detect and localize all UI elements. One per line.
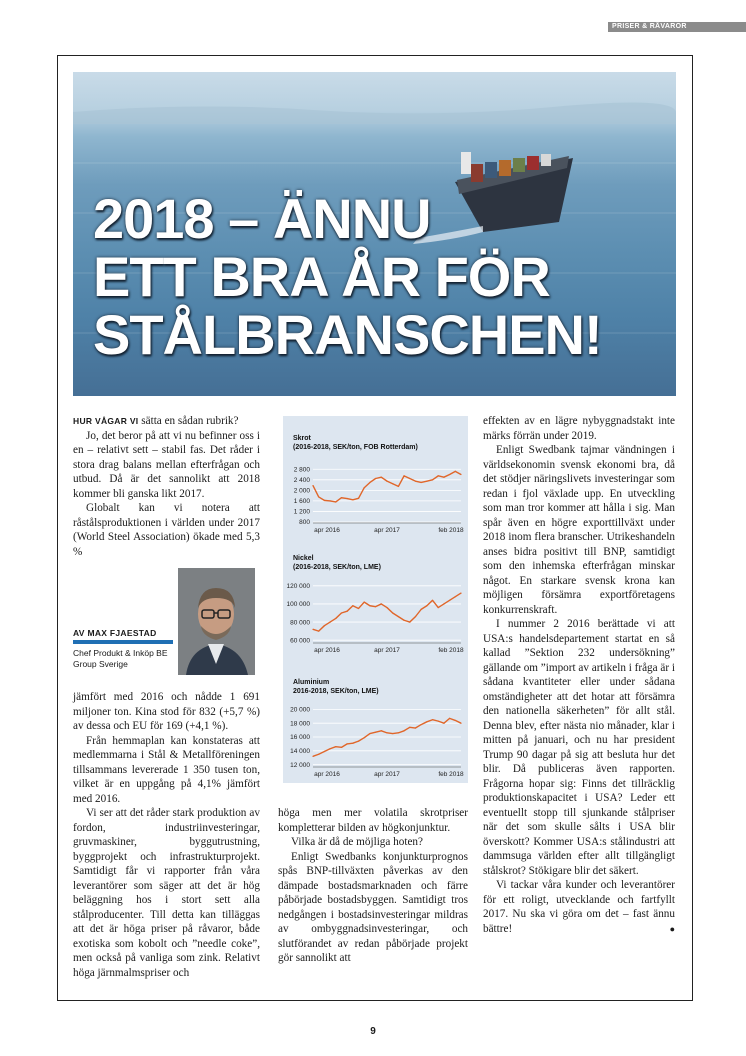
data-point	[443, 723, 444, 724]
y-tick-label: 18 000	[290, 720, 310, 728]
chart-title-skrot: Skrot	[293, 435, 311, 442]
y-tick-label: 12 000	[290, 761, 310, 769]
data-point	[398, 732, 399, 733]
data-point	[352, 743, 353, 744]
data-point	[358, 608, 359, 609]
paragraph: höga men mer volatila skrotpriser kompletterar bilden av högkonjunktur.	[278, 807, 468, 834]
data-point	[426, 721, 427, 722]
series-line	[313, 593, 461, 631]
column-2	[278, 806, 468, 966]
author-photo	[178, 568, 255, 675]
data-point	[352, 605, 353, 606]
chart-skrot	[283, 460, 468, 540]
data-point	[312, 756, 313, 757]
data-point	[341, 747, 342, 748]
data-point	[403, 730, 404, 731]
data-point	[392, 483, 393, 484]
data-point	[369, 733, 370, 734]
paragraph: Globalt kan vi notera att råstålsproduktionen i världen under 2017 (World Steel Association) ökade med 5,3 %	[73, 502, 260, 558]
x-tick-label: apr 2016	[314, 527, 340, 534]
data-point	[369, 605, 370, 606]
page-number: 9	[370, 1026, 376, 1037]
headline: 2018 – ÄNNU ETT BRA ÅR FÖR STÅLBRANSCHEN!	[93, 187, 602, 366]
paragraph: jämfört med 2016 och nådde 1 691 miljoner ton. Kina stod för 832 (+5,7 %) av dessa och EU för 169 (+4,1 %).	[73, 691, 260, 732]
data-point	[432, 479, 433, 480]
data-point	[409, 621, 410, 622]
data-point	[455, 720, 456, 721]
data-point	[318, 496, 319, 497]
data-point	[386, 481, 387, 482]
data-point	[460, 592, 461, 593]
data-point	[443, 603, 444, 604]
data-point	[341, 497, 342, 498]
data-point	[455, 471, 456, 472]
chart-title-aluminium: Aluminium	[293, 679, 330, 686]
data-point	[375, 732, 376, 733]
chart-title	[293, 434, 418, 452]
paragraph: effekten av en lägre nybyggnadstakt inte märks förrän under 2019.	[483, 415, 675, 442]
data-point	[381, 603, 382, 604]
data-point	[443, 477, 444, 478]
data-point	[449, 600, 450, 601]
author-role: Chef Produkt & Inköp BE Group Sverige	[73, 648, 168, 669]
data-point	[449, 718, 450, 719]
data-point	[358, 741, 359, 742]
paragraph: I nummer 2 2016 berättade vi att USA:s handelsdepartement startat en så kallad ”Sektion 232 undersökning” gällande om ”import av artikeln i fråga är i sådana kvantiteter eller under sådana omständigheter att det hotar att försämra den nationella säkerheten” för allt stål. Denna blev, efter nästa nio månader, klar i mitten på januari, och nu har president Trump 90 dagar på sig att besluta hur det blir. Då publiceras även rapporten. Frågorna hopar sig: Finns det tillräcklig produktionskapacitet i USA? Leder ett eventuellt stopp till sjunkande stålpriser när det som skulle sålts i USA blir överskott? Kommer USA:s stålindustri att dammsuga världen efter allt tillgängligt stålskrot? Stökigare blir det säkert.	[483, 618, 675, 877]
data-point	[426, 481, 427, 482]
y-tick-label: 800	[299, 519, 310, 527]
data-point	[381, 477, 382, 478]
y-tick-label: 14 000	[290, 748, 310, 756]
data-point	[364, 487, 365, 488]
portrait-icon	[178, 568, 255, 675]
data-point	[460, 474, 461, 475]
data-point	[415, 481, 416, 482]
data-point	[392, 612, 393, 613]
section-label: PRISER & RÅVAROR	[612, 23, 687, 30]
author-box	[73, 568, 255, 676]
y-tick-label: 20 000	[290, 706, 310, 714]
y-tick-label: 80 000	[290, 619, 310, 627]
chart-panel	[283, 416, 468, 783]
paragraph: Jo, det beror på att vi nu befinner oss i en – relativt sett – stabil fas. Det råder i stora drag balans mellan efterfrågan och utbud. Då är det sannolikt att 2018 kommer bli ganska likt 2017.	[73, 429, 260, 500]
y-tick-label: 1 600	[293, 498, 310, 506]
data-point	[375, 478, 376, 479]
data-point	[312, 485, 313, 486]
data-point	[432, 600, 433, 601]
author-name: AV MAX FJAESTAD	[73, 628, 157, 638]
column-3	[483, 414, 675, 936]
data-point	[415, 616, 416, 617]
x-tick-label: apr 2017	[374, 527, 400, 534]
chart-subtitle-skrot: (2016-2018, SEK/ton, FOB Rotterdam)	[293, 444, 418, 451]
data-point	[347, 743, 348, 744]
data-point	[364, 737, 365, 738]
x-tick-label: apr 2017	[374, 771, 400, 778]
data-point	[329, 748, 330, 749]
data-point	[455, 596, 456, 597]
data-point	[347, 498, 348, 499]
data-point	[324, 751, 325, 752]
y-tick-label: 2 400	[293, 477, 310, 485]
data-point	[324, 625, 325, 626]
y-tick-label: 100 000	[286, 601, 310, 609]
data-point	[432, 719, 433, 720]
data-point	[460, 723, 461, 724]
x-tick-label: feb 2018	[438, 647, 464, 654]
data-point	[335, 746, 336, 747]
data-point	[386, 607, 387, 608]
data-point	[421, 609, 422, 610]
data-point	[341, 612, 342, 613]
data-point	[403, 620, 404, 621]
data-point	[318, 631, 319, 632]
x-tick-label: apr 2017	[374, 647, 400, 654]
end-mark: ●	[669, 923, 675, 934]
y-tick-label: 1 200	[293, 508, 310, 516]
chart-subtitle-aluminium: 2016-2018, SEK/ton, LME)	[293, 688, 379, 695]
chart-title-nickel: Nickel	[293, 555, 314, 562]
data-point	[438, 607, 439, 608]
paragraph: Vi ser att det råder stark produktion av fordon, industriinvesteringar, gruvmaskiner, byggutrustning, byggprojekt och infrastrukturprojekt. Samtidigt får vi rapporter från våra leverantörer som säger att det är hög beläggning hos i stort sett alla stålproducenter. Till detta kan tilläggas att det är höga priser på råvaror, både exotiska som kobolt och ”needle coke”, men också på vanliga som zink. Relativt höga järnmalmspriser och	[73, 807, 260, 979]
y-tick-label: 2 000	[293, 487, 310, 495]
data-point	[329, 500, 330, 501]
column-1-top	[73, 414, 260, 559]
data-point	[369, 482, 370, 483]
data-point	[426, 605, 427, 606]
data-point	[352, 499, 353, 500]
data-point	[398, 616, 399, 617]
data-point	[318, 754, 319, 755]
x-tick-label: apr 2016	[314, 647, 340, 654]
hero-image	[73, 72, 676, 396]
data-point	[392, 733, 393, 734]
column-1-bottom	[73, 690, 260, 980]
data-point	[438, 475, 439, 476]
data-point	[415, 727, 416, 728]
data-point	[438, 721, 439, 722]
data-point	[347, 611, 348, 612]
chart-subtitle-nickel: (2016-2018, SEK/ton, LME)	[293, 564, 381, 571]
paragraph: Vilka är då de möjliga hoten?	[291, 836, 423, 848]
y-tick-label: 60 000	[290, 637, 310, 645]
paragraph	[483, 878, 675, 936]
data-point	[409, 478, 410, 479]
paragraph	[73, 414, 260, 429]
data-point	[335, 618, 336, 619]
paragraph: Från hemmaplan kan konstateras att medlemmarna i Stål & Metallföreningen tillsammans levererade 1 350 tusen ton, vilket är en uppgång på 4,1% jämfört med 2016.	[73, 734, 260, 805]
data-point	[324, 500, 325, 501]
data-point	[375, 606, 376, 607]
data-point	[329, 621, 330, 622]
data-point	[409, 727, 410, 728]
lead-text: sätta en sådan rubrik?	[138, 415, 239, 427]
data-point	[403, 475, 404, 476]
chart-aluminium	[283, 704, 468, 784]
y-tick-label: 2 800	[293, 466, 310, 474]
data-point	[312, 629, 313, 630]
x-tick-label: feb 2018	[438, 771, 464, 778]
data-point	[358, 498, 359, 499]
chart-title	[293, 554, 381, 572]
lead-caps: HUR VÅGAR VI	[73, 416, 139, 426]
data-point	[381, 730, 382, 731]
data-point	[421, 482, 422, 483]
data-point	[335, 501, 336, 502]
closing-text: Vi tackar våra kunder och leverantörer för ett roligt, utvecklande och fartfyllt 2017. Nu ska vi göra om det – fast ännu bättre!	[483, 879, 675, 935]
x-tick-label: feb 2018	[438, 527, 464, 534]
data-point	[398, 486, 399, 487]
chart-nickel	[283, 580, 468, 660]
data-point	[386, 732, 387, 733]
data-point	[421, 724, 422, 725]
paragraph: Enligt Swedbank tajmar vändningen i världsekonomin svensk ekonomi bra, då det stödjer näringslivets investeringar som redan i fjol växlade upp. En utveckling som man tror kommer att hålla i sig. Man spår även en högre exporttillväxt under 2018 inom flera branscher. Utrikeshandeln anses bidra positivt till BNP, samtidigt som den inhemska efterfrågan minskar något. En starkare svensk krona kan möjligen försämra exportföretagens konkurrenskraft.	[483, 444, 675, 616]
x-tick-label: apr 2016	[314, 771, 340, 778]
y-tick-label: 120 000	[286, 583, 310, 591]
author-rule	[73, 640, 173, 644]
y-tick-label: 16 000	[290, 734, 310, 742]
paragraph: Enligt Swedbanks konjunkturprognos spås BNP-tillväxten påverkas av den dämpade bostadsmarknaden och färre påbörjade bostadsbyggen. Samtidigt tros nedgången i bostadsinvesteringar mildras av ombyggnadsinvesteringar, och slutförandet av redan påbörjade projekt gör sannolikt att	[278, 850, 468, 964]
data-point	[364, 602, 365, 603]
chart-title	[293, 678, 379, 696]
data-point	[449, 474, 450, 475]
